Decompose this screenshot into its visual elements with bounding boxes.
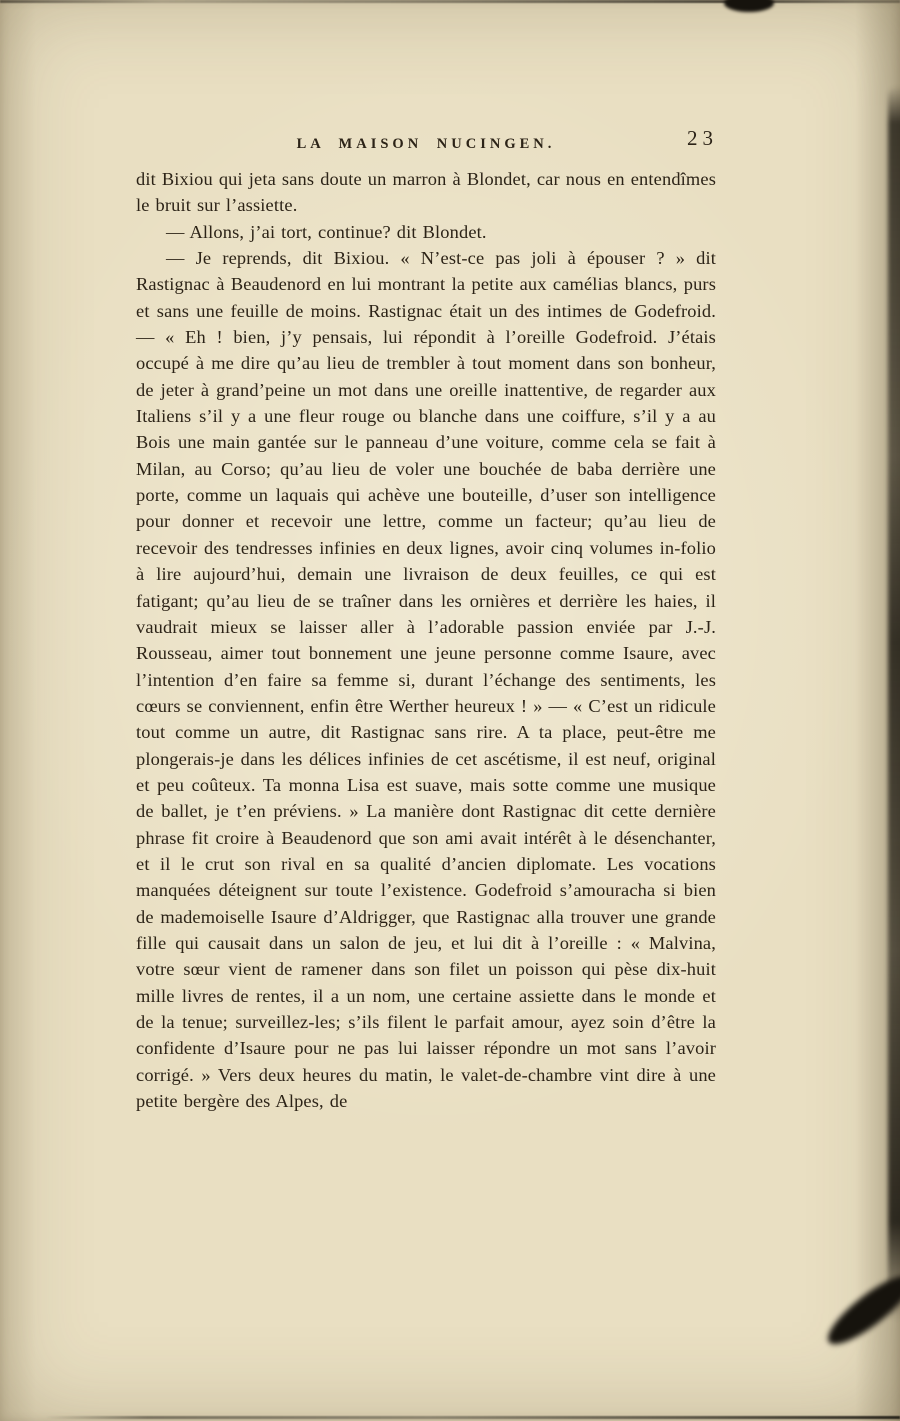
page-header: [136, 128, 716, 160]
running-title: LA MAISON NUCINGEN.: [296, 136, 556, 152]
page-number: 23: [687, 126, 718, 150]
paragraph-continuation: dit Bixiou qui jeta sans doute un marron à Blondet, car nous en entendîmes le bruit sur l’assiette.: [136, 169, 716, 216]
paragraph-dialogue: — Allons, j’ai tort, continue? dit Blondet.: [166, 221, 487, 242]
scan-smudge-top: [724, 0, 774, 12]
paragraph-main: — Je reprends, dit Bixiou. « N’est-ce pas joli à épouser ? » dit Rastignac à Beaudenord en lui montrant la petite aux camélias blancs, purs et sans une feuille de moins. Rastignac était un des intimes de Godefroid. — « Eh ! bien, j’y pensais, lui répondit à l’oreille Godefroid. J’étais occupé à me dire qu’au lieu de trembler à tout moment dans son bonheur, de jeter à grand’peine un mot dans une oreille inattentive, de regarder aux Italiens s’il y a une fleur rouge ou blanche dans une coiffure, s’il y a au Bois une main gantée sur le panneau d’une voiture, comme cela se fait à Milan, au Corso; qu’au lieu de voler une bouchée de baba derrière une porte, comme un laquais qui achève une bouteille, d’user son intelligence pour donner et recevoir une lettre, comme un facteur; qu’au lieu de recevoir des tendresses infinies en deux lignes, avoir cinq volumes in-folio à lire aujourd’hui, demain une livraison de deux feuilles, ce qui est fatigant; qu’au lieu de se traîner dans les ornières et derrière les haies, il vaudrait mieux se laisser aller à l’adorable passion enviée par J.-J. Rousseau, aimer tout bonnement une jeune personne comme Isaure, avec l’intention d’en faire sa femme si, durant l’échange des sentiments, les cœurs se conviennent, enfin être Werther heureux ! » — « C’est un ridicule tout comme un autre, dit Rastignac sans rire. A ta place, peut-être me plongerais-je dans les délices infinies de cet ascétisme, il est neuf, original et peu coûteux. Ta monna Lisa est suave, mais sotte comme une musique de ballet, je t’en préviens. » La manière dont Rastignac dit cette dernière phrase fit croire à Beaudenord que son ami avait intérêt à le désenchanter, et il le crut son rival en sa qualité d’ancien diplomate. Les vocations manquées déteignent sur toute l’existence. Godefroid s’amouracha si bien de mademoiselle Isaure d’Aldrigger, que Rastignac alla trouver une grande fille qui causait dans un salon de jeu, et lui dit à l’oreille : « Malvina, votre sœur vient de ramener dans son filet un poisson qui pèse dix-huit mille livres de rentes, il a un nom, une certaine assiette dans le monde et de la tenue; surveillez-les; s’ils filent le parfait amour, ayez soin d’être la confidente d’Isaure pour ne pas lui laisser répondre un mot sans l’avoir corrigé. » Vers deux heures du matin, le valet-de-chambre vint dire à une petite bergère des Alpes, de: [136, 248, 716, 1112]
scan-smudge-bottom-right: [820, 1266, 900, 1354]
scan-edge-top: [0, 0, 900, 3]
scan-edge-bottom: [45, 1416, 900, 1419]
text-block: [136, 166, 716, 1114]
scan-edge-right: [888, 86, 900, 1321]
